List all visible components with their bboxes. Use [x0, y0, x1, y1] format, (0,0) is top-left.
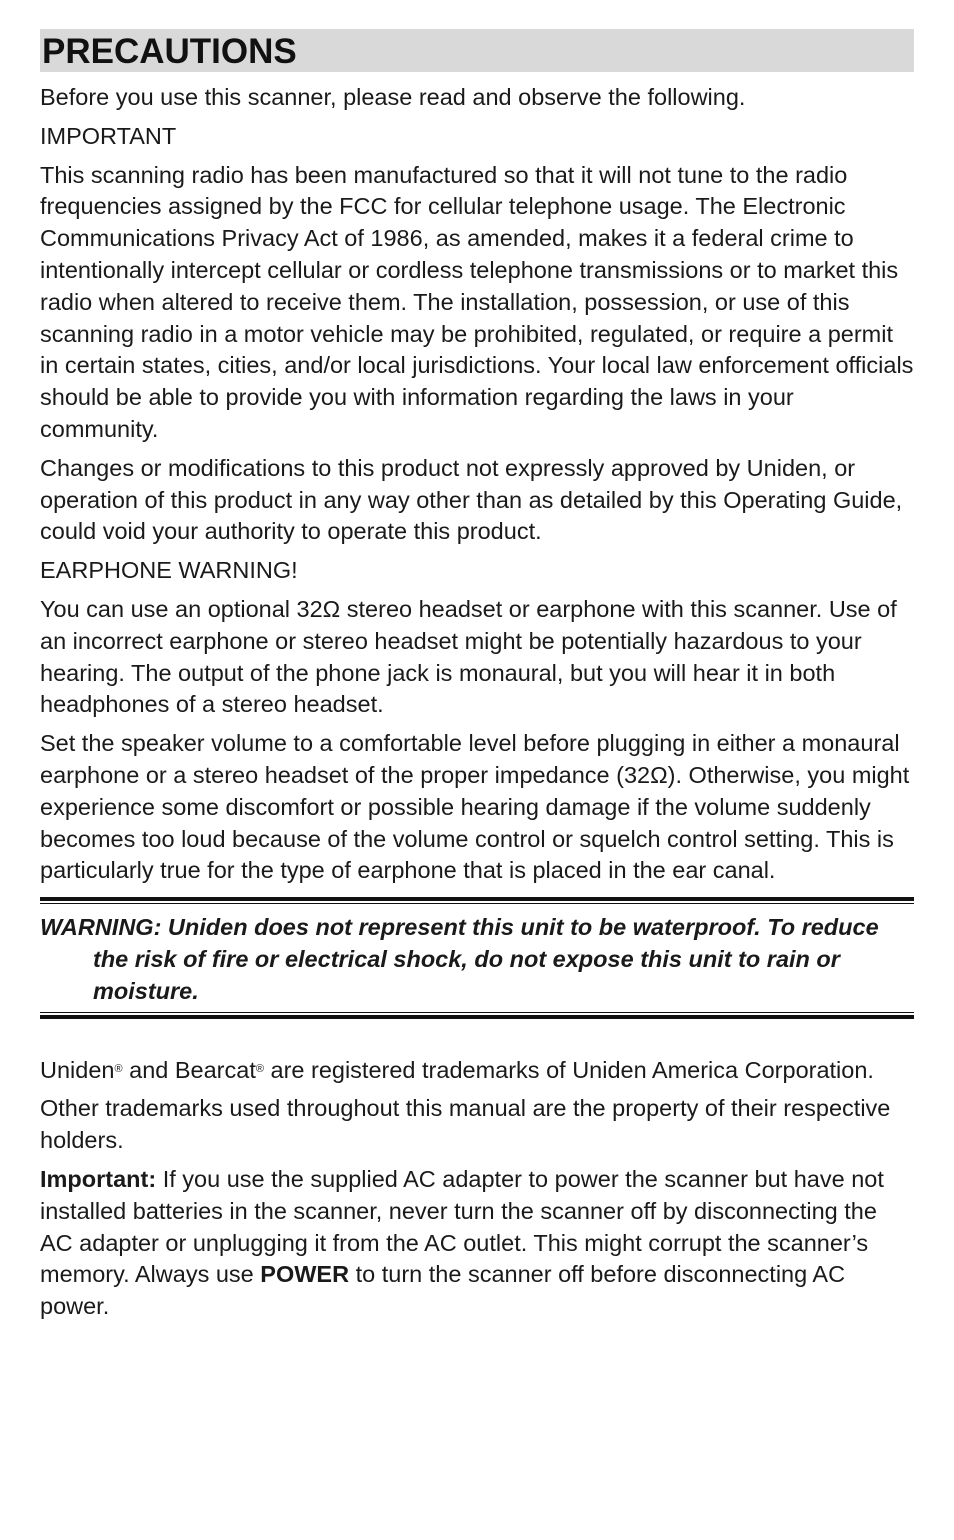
important-paragraph: This scanning radio has been manufactured so that it will not tune to the radio frequencies assigned by the FCC for cellular telephone usage. The Electronic Communications Privacy Act of 1986, as amended, makes it a federal crime to intentionally intercept cellular or cordless telephone transmissions or to market this radio when altered to receive them. The installation, possession, or use of this scanning radio in a motor vehicle may be prohibited, regulated, or require a permit in certain states, cities, and/or local jurisdictions. Your local law enforcement officials should be able to provide you with information regarding the laws in your community. [40, 161, 914, 442]
changes-paragraph: Changes or modifications to this product not expressly approved by Uniden, or operation of this product in any way other than as detailed by this Operating Guide, could void your authority to operate this product. [40, 454, 903, 545]
warning-box-text: WARNING: Uniden does not represent this unit to be waterproof. To reduce the risk of fire or electrical shock, do not expose this unit to rain or moisture. [40, 914, 879, 1004]
earphone-paragraph-1: You can use an optional 32Ω stereo headset or earphone with this scanner. Use of an incorrect earphone or stereo headset might be potentially hazardous to your hearing. The output of the phone jack is monaural, but you will hear it in both headphones of a stereo headset. [40, 595, 897, 718]
earphone-paragraph-2: Set the speaker volume to a comfortable level before plugging in either a monaural earphone or a stereo headset of the proper impedance (32Ω). Otherwise, you might experience some discomfort or possible hearing damage if the volume suddenly becomes too loud because of the volume control or squelch control setting. This is particularly true for the type of earphone that is placed in the ear canal. [40, 730, 910, 884]
important-heading: IMPORTANT [40, 122, 177, 149]
registered-mark: ® [255, 1062, 264, 1075]
power-note-paragraph [40, 1164, 914, 1323]
other-trademarks-paragraph: Other trademarks used throughout this manual are the property of their respective holders. [40, 1095, 891, 1154]
trademark-brand-uniden: Uniden [40, 1056, 115, 1083]
trademark-rest: are registered trademarks of Uniden America Corporation. [263, 1056, 874, 1083]
power-note-text-2: to turn the scanner off before disconnecting AC power. [40, 1261, 846, 1320]
trademark-brand-bearcat: and Bearcat [122, 1056, 256, 1083]
title-bar [40, 29, 914, 72]
power-note-label: Important: [40, 1165, 157, 1192]
precautions-page [40, 29, 914, 1323]
warning-rule-top [40, 897, 914, 904]
intro-text: Before you use this scanner, please read and observe the following. [40, 84, 746, 110]
power-key-label: POWER [260, 1261, 350, 1288]
registered-mark: ® [114, 1062, 123, 1075]
warning-rule-bottom [40, 1012, 914, 1019]
power-note-text-1: If you use the supplied AC adapter to power the scanner but have not installed batteries in the scanner, never turn the scanner off by disconnecting the AC adapter or unplugging it from the AC outlet. This might corrupt the scanner’s memory. Always use [40, 1165, 884, 1288]
page-title: PRECAUTIONS [42, 32, 297, 71]
earphone-heading: EARPHONE WARNING! [40, 557, 298, 584]
trademark-paragraph [40, 1055, 914, 1087]
